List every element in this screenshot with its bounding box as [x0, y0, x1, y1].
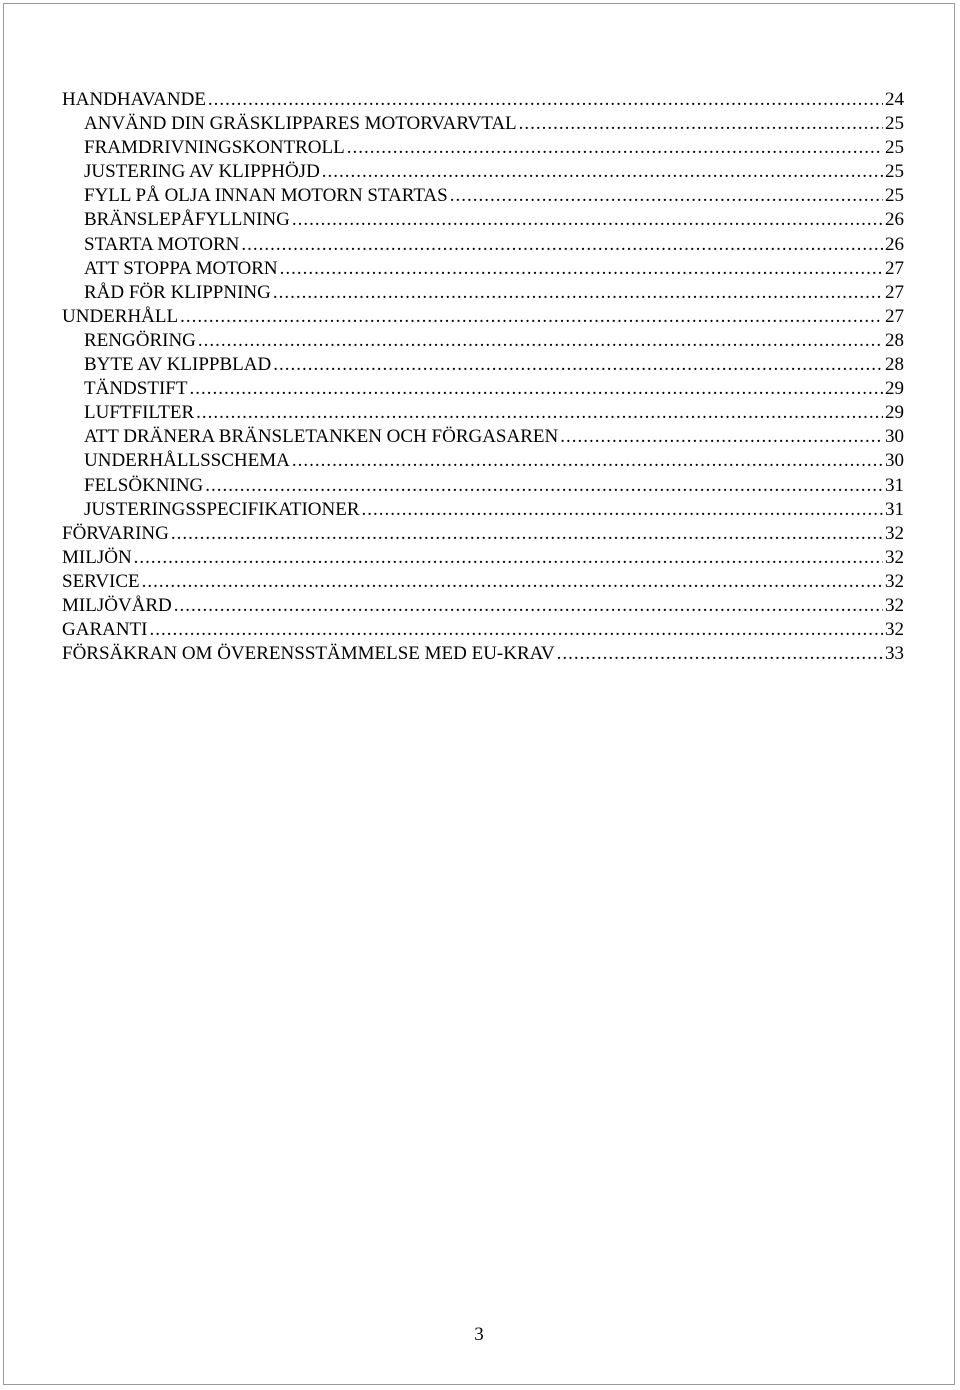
toc-leader-dots — [171, 522, 883, 546]
toc-entry[interactable] — [62, 594, 904, 618]
toc-entry[interactable] — [62, 208, 904, 232]
toc-leader-dots — [174, 594, 883, 618]
toc-leader-dots — [362, 498, 883, 522]
toc-entry[interactable] — [62, 546, 904, 570]
toc-leader-dots — [189, 377, 883, 401]
toc-leader-dots — [322, 160, 883, 184]
toc-entry-page: 25 — [885, 161, 904, 183]
table-of-contents — [62, 88, 904, 666]
toc-entry-title: FÖRSÄKRAN OM ÖVERENSSTÄMMELSE MED EU-KRAV — [62, 643, 555, 665]
toc-entry-page: 28 — [885, 354, 904, 376]
toc-leader-dots — [519, 112, 883, 136]
toc-leader-dots — [198, 329, 883, 353]
toc-leader-dots — [292, 208, 883, 232]
toc-entry-title: BYTE AV KLIPPBLAD — [84, 354, 272, 376]
toc-entry[interactable] — [62, 353, 904, 377]
toc-entry-page: 32 — [885, 619, 904, 641]
toc-entry[interactable] — [62, 401, 904, 425]
toc-leader-dots — [150, 618, 884, 642]
toc-entry-title: ANVÄND DIN GRÄSKLIPPARES MOTORVARVTAL — [84, 113, 517, 135]
toc-leader-dots — [347, 136, 883, 160]
toc-entry-title: FYLL PÅ OLJA INNAN MOTORN STARTAS — [84, 185, 448, 207]
toc-entry-page: 31 — [885, 498, 904, 520]
toc-entry[interactable] — [62, 305, 904, 329]
toc-entry-title: RÅD FÖR KLIPPNING — [84, 281, 271, 303]
toc-entry-title: UNDERHÅLLSSCHEMA — [84, 450, 290, 472]
toc-entry-page: 30 — [885, 426, 904, 448]
toc-leader-dots — [450, 184, 883, 208]
toc-entry[interactable] — [62, 329, 904, 353]
toc-entry[interactable] — [62, 474, 904, 498]
toc-leader-dots — [134, 546, 883, 570]
toc-entry[interactable] — [62, 281, 904, 305]
toc-leader-dots — [205, 474, 883, 498]
toc-entry-page: 32 — [885, 594, 904, 616]
toc-entry-title: FÖRVARING — [62, 522, 169, 544]
toc-entry-title: JUSTERINGSSPECIFIKATIONER — [84, 498, 360, 520]
toc-entry-title: FRAMDRIVNINGSKONTROLL — [84, 137, 345, 159]
toc-entry[interactable] — [62, 88, 904, 112]
toc-entry-title: MILJÖVÅRD — [62, 594, 172, 616]
toc-entry[interactable] — [62, 425, 904, 449]
toc-entry-page: 25 — [885, 113, 904, 135]
toc-entry[interactable] — [62, 112, 904, 136]
toc-entry-title: RENGÖRING — [84, 329, 196, 351]
toc-entry-title: FELSÖKNING — [84, 474, 204, 496]
document-page — [3, 3, 955, 1385]
toc-entry-page: 25 — [885, 185, 904, 207]
toc-entry-title: STARTA MOTORN — [84, 233, 240, 255]
toc-entry[interactable] — [62, 184, 904, 208]
toc-entry-page: 32 — [885, 546, 904, 568]
toc-entry-page: 25 — [885, 137, 904, 159]
toc-entry-title: HANDHAVANDE — [62, 89, 206, 110]
toc-leader-dots — [273, 353, 883, 377]
toc-entry-page: 31 — [885, 474, 904, 496]
toc-leader-dots — [241, 233, 883, 257]
page-number: 3 — [474, 1324, 484, 1345]
toc-entry-title: BRÄNSLEPÅFYLLNING — [84, 209, 290, 231]
toc-entry[interactable] — [62, 498, 904, 522]
toc-entry-page: 32 — [885, 570, 904, 592]
toc-entry-title: SERVICE — [62, 570, 140, 592]
toc-entry-page: 27 — [885, 257, 904, 279]
toc-entry[interactable] — [62, 642, 904, 666]
toc-entry-title: JUSTERING AV KLIPPHÖJD — [84, 161, 320, 183]
toc-entry-title: GARANTI — [62, 619, 148, 641]
toc-entry[interactable] — [62, 160, 904, 184]
toc-entry-page: 30 — [885, 450, 904, 472]
toc-entry-page: 24 — [885, 89, 904, 110]
toc-entry[interactable] — [62, 522, 904, 546]
toc-entry[interactable] — [62, 233, 904, 257]
toc-leader-dots — [208, 88, 883, 112]
toc-entry-title: ATT STOPPA MOTORN — [84, 257, 278, 279]
toc-leader-dots — [180, 305, 883, 329]
toc-entry-page: 32 — [885, 522, 904, 544]
toc-entry[interactable] — [62, 377, 904, 401]
toc-entry[interactable] — [62, 570, 904, 594]
toc-entry-page: 28 — [885, 329, 904, 351]
toc-leader-dots — [142, 570, 883, 594]
toc-entry-page: 26 — [885, 233, 904, 255]
toc-entry-title: MILJÖN — [62, 546, 132, 568]
toc-entry-page: 26 — [885, 209, 904, 231]
toc-leader-dots — [280, 257, 883, 281]
toc-entry[interactable] — [62, 257, 904, 281]
toc-entry-page: 29 — [885, 402, 904, 424]
toc-leader-dots — [557, 642, 883, 666]
toc-entry[interactable] — [62, 618, 904, 642]
toc-leader-dots — [560, 425, 883, 449]
toc-entry-title: UNDERHÅLL — [62, 305, 179, 327]
toc-entry-page: 33 — [885, 643, 904, 665]
toc-entry-page: 29 — [885, 378, 904, 400]
toc-leader-dots — [196, 401, 883, 425]
toc-entry[interactable] — [62, 136, 904, 160]
toc-entry-page: 27 — [885, 281, 904, 303]
toc-leader-dots — [292, 449, 883, 473]
toc-entry-title: TÄNDSTIFT — [84, 378, 188, 400]
toc-entry[interactable] — [62, 449, 904, 473]
toc-entry-page: 27 — [885, 305, 904, 327]
toc-entry-title: ATT DRÄNERA BRÄNSLETANKEN OCH FÖRGASAREN — [84, 426, 559, 448]
toc-entry-title: LUFTFILTER — [84, 402, 195, 424]
toc-leader-dots — [273, 281, 883, 305]
